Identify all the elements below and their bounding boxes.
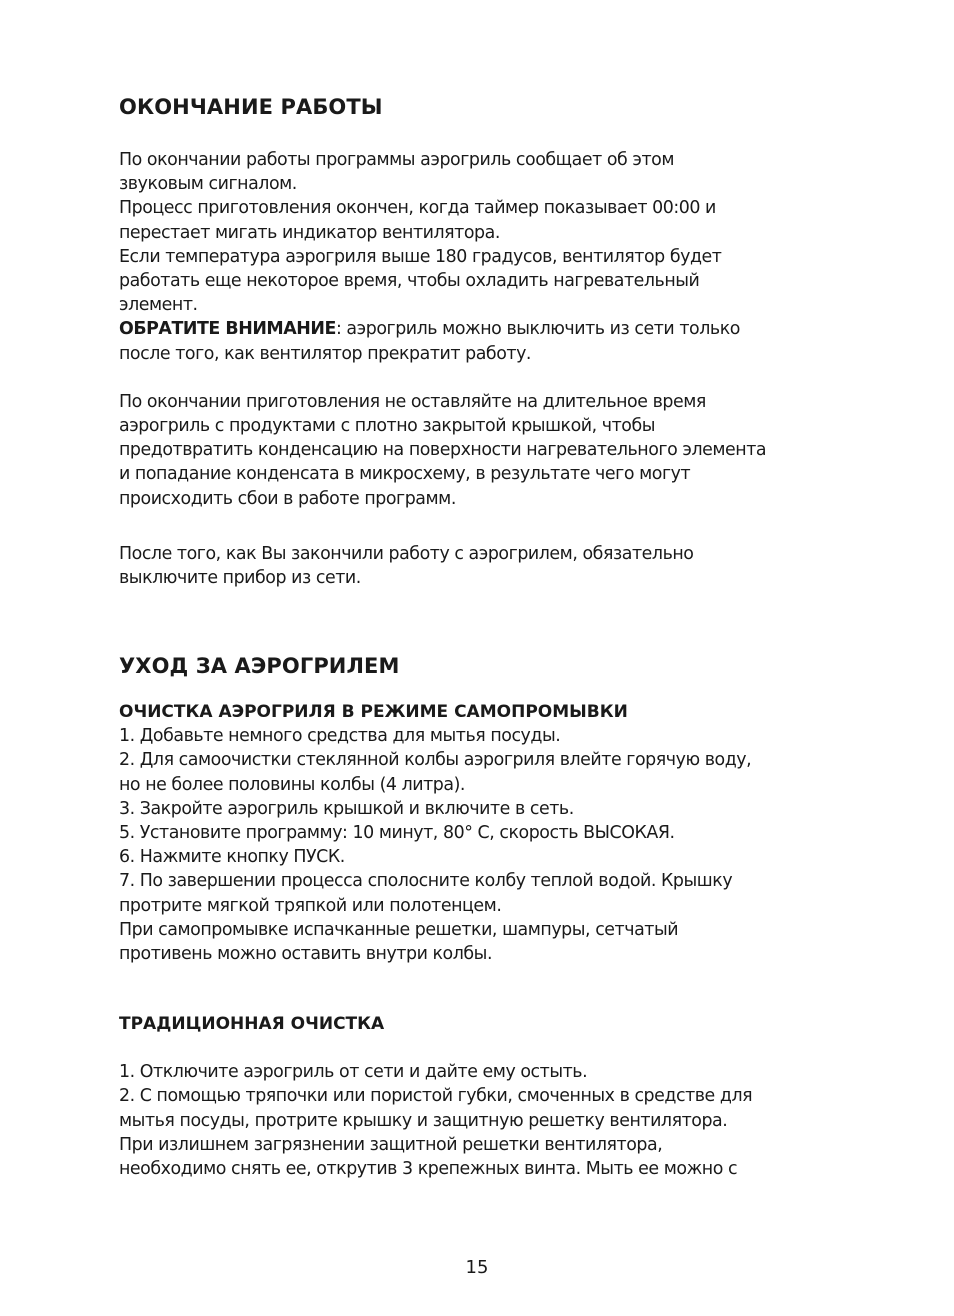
list-item: 6. Нажмите кнопку ПУСК. [119,847,345,868]
text-line: перестает мигать индикатор вентилятора. [119,222,500,243]
page-number: 15 [465,1257,489,1278]
text-line: После того, как Вы закончили работу с аэрогрилем, обязательно [119,543,694,564]
list-item: При самопромывке испачканные решетки, шампуры, сетчатый [119,919,679,940]
list-item: При излишнем загрязнении защитной решетки вентилятора, [119,1134,663,1155]
text-line: происходить сбои в работе программ. [119,488,456,509]
list-self-cleaning [119,724,839,966]
text-line: выключите прибор из сети. [119,568,361,589]
text-line: и попадание конденсата в микросхему, в результате чего могут [119,464,691,485]
list-item: 2. Для самоочистки стеклянной колбы аэрогриля влейте горячую воду, [119,750,752,771]
paragraph-condensation-warning [119,390,839,511]
text-line: после того, как вентилятор прекратит работу. [119,343,531,364]
subsection-title-traditional-cleaning: ТРАДИЦИОННАЯ ОЧИСТКА [119,1014,385,1035]
section-title-finish: ОКОНЧАНИЕ РАБОТЫ [119,95,383,119]
section-title-care: УХОД ЗА АЭРОГРИЛЕМ [119,654,400,679]
text-line: По окончании приготовления не оставляйте на длительное время [119,391,706,412]
paragraph-finish-signal [119,148,839,366]
subsection-title-self-cleaning: ОЧИСТКА АЭРОГРИЛЯ В РЕЖИМЕ САМОПРОМЫВКИ [119,702,628,723]
text-line: аэрогриль с продуктами с плотно закрытой крышкой, чтобы [119,416,656,437]
list-traditional-cleaning [119,1060,839,1181]
document-page [119,93,839,1181]
list-item: необходимо снять ее, открутив 3 крепежных винта. Мыть ее можно с [119,1159,738,1180]
text-line: По окончании работы программы аэрогриль сообщает об этом [119,150,675,170]
note-line [119,317,839,341]
list-item: мытья посуды, протрите крышку и защитную решетку вентилятора. [119,1110,728,1131]
text-line: работать еще некоторое время, чтобы охладить нагревательный [119,271,700,292]
list-item: протрите мягкой тряпкой или полотенцем. [119,895,502,916]
text-line: предотвратить конденсацию на поверхности нагревательного элемента [119,440,767,461]
list-item: 7. По завершении процесса сполосните колбу теплой водой. Крышку [119,871,733,892]
text-line: Если температура аэрогриля выше 180 градусов, вентилятор будет [119,246,722,267]
list-item: 1. Добавьте немного средства для мытья посуды. [119,726,561,747]
note-text: : аэрогриль можно выключить из сети только [335,319,740,340]
text-line: Процесс приготовления окончен, когда таймер показывает 00:00 и [119,198,716,219]
list-item: 1. Отключите аэрогриль от сети и дайте ему остыть. [119,1062,588,1083]
list-item: 3. Закройте аэрогриль крышкой и включите в сеть. [119,798,574,819]
list-item: 5. Установите программу: 10 минут, 80° С, скорость ВЫСОКАЯ. [119,823,675,844]
list-item: 2. С помощью тряпочки или пористой губки, смоченных в средстве для [119,1086,753,1107]
list-item: но не более половины колбы (4 литра). [119,774,466,795]
list-item: противень можно оставить внутри колбы. [119,944,493,965]
text-line: элемент. [119,295,198,316]
paragraph-unplug [119,542,839,590]
note-label: ОБРАТИТЕ ВНИМАНИЕ [119,319,336,340]
text-line: звуковым сигналом. [119,174,297,195]
